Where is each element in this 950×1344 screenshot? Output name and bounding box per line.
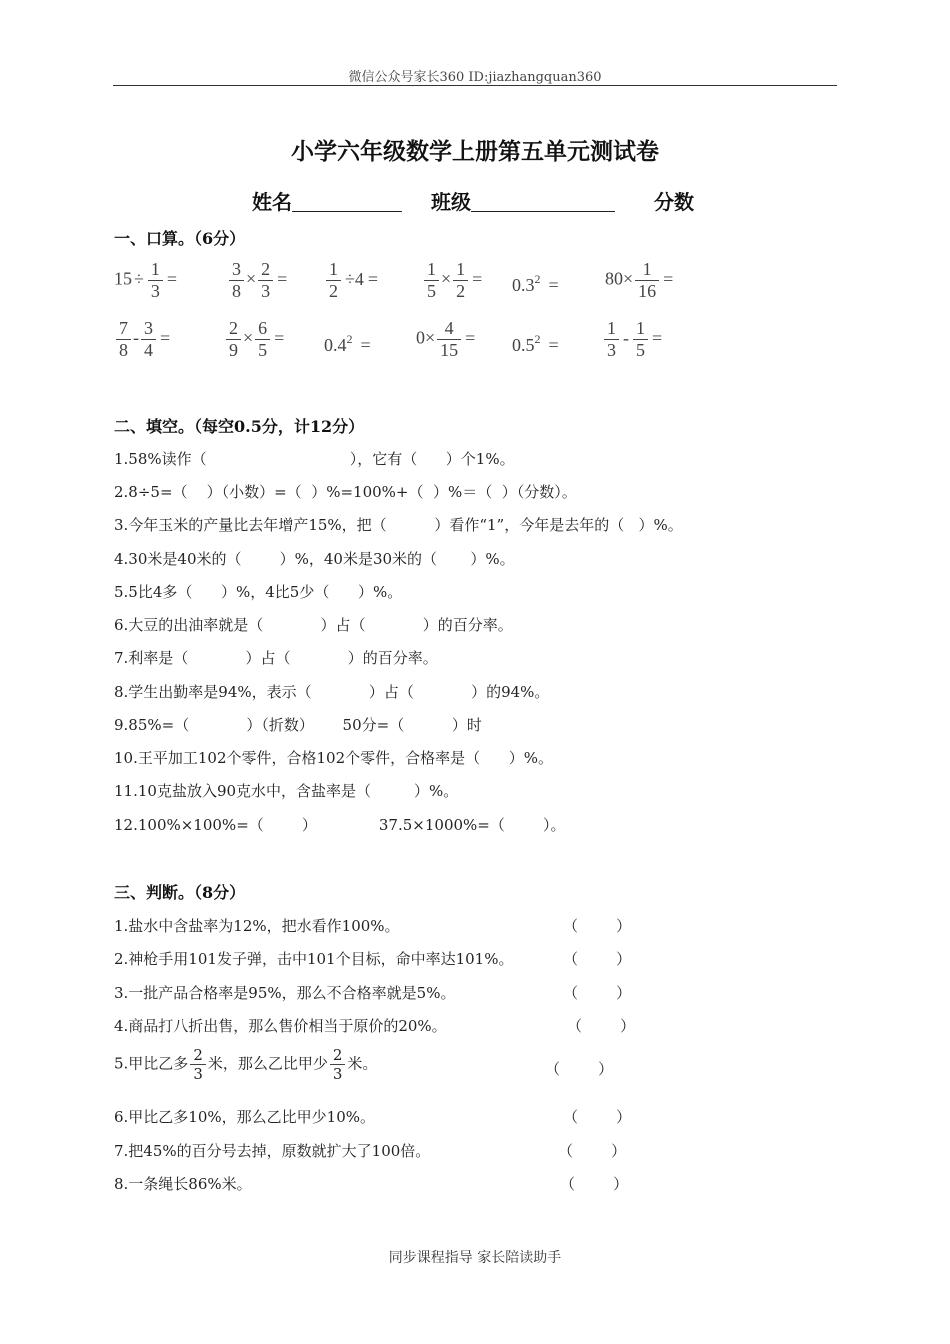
- oral-calc-8: $\frac{2}{9}$ × $\frac{6}{5}$ =: [224, 318, 286, 361]
- class-field[interactable]: [431, 186, 615, 215]
- judge-answer-7[interactable]: （ ）: [558, 1142, 627, 1160]
- judge-item-8: 8.一条绳长86%米。: [114, 1175, 252, 1193]
- judge-item-2: 2.神枪手用101发子弹，击中101个目标，命中率达101%。: [114, 950, 514, 968]
- name-label: 姓名: [252, 190, 292, 214]
- page-title: 小学六年级数学上册第五单元测试卷: [291, 138, 659, 165]
- judge-answer-1[interactable]: （ ）: [563, 917, 632, 935]
- class-label: 班级: [431, 190, 471, 214]
- oral-calc-11: $0.5^2$ =: [512, 332, 559, 355]
- fill-item-4: 4.30米是40米的（ ）%，40米是30米的（ ）%。: [114, 550, 515, 568]
- name-field[interactable]: [252, 186, 402, 215]
- fill-item-10: 10.王平加工102个零件，合格102个零件，合格率是（ ）%。: [114, 749, 553, 767]
- judge-answer-4[interactable]: （ ）: [567, 1017, 636, 1035]
- footer-text: 同步课程指导 家长陪读助手: [388, 1250, 562, 1266]
- judge-answer-8[interactable]: （ ）: [560, 1175, 629, 1193]
- fill-item-11: 11.10克盐放入90克水中，含盐率是（ ）%。: [114, 782, 459, 800]
- fill-item-2: 2.8÷5=（ ）（小数）=（ ）%=100%+（ ）%＝（ ）（分数）。: [114, 483, 577, 501]
- judge-answer-3[interactable]: （ ）: [563, 984, 632, 1002]
- score-field: [654, 186, 694, 215]
- section2-heading: 二、填空。（每空0.5分，计12分）: [114, 417, 365, 436]
- fill-item-9: 9.85%=（ ）（折数） 50分=（ ）时: [114, 716, 482, 734]
- fill-item-6: 6.大豆的出油率就是（ ）占（ ）的百分率。: [114, 616, 513, 634]
- oral-calc-5: $0.3^2$ =: [512, 272, 559, 295]
- oral-calc-10: 0× $\frac{4}{15}$ =: [416, 318, 476, 360]
- fill-item-8: 8.学生出勤率是94%，表示（ ）占（ ）的94%。: [114, 683, 550, 701]
- oral-calc-2: $\frac{3}{8}$ × $\frac{2}{3}$ =: [227, 259, 289, 302]
- judge-answer-5[interactable]: （ ）: [545, 1060, 614, 1078]
- header-rule: [113, 85, 837, 86]
- judge-item-5: 5.甲比乙多 $\frac{2}{3}$ 米，那么乙比甲少 $\frac{2}{3}$ 米。: [114, 1046, 378, 1083]
- judge-item-6: 6.甲比乙多10%，那么乙比甲少10%。: [114, 1108, 375, 1126]
- judge-item-3: 3.一批产品合格率是95%，那么不合格率就是5%。: [114, 984, 456, 1002]
- judge-item-1: 1.盐水中含盐率为12%，把水看作100%。: [114, 917, 400, 935]
- oral-calc-4: $\frac{1}{5}$ × $\frac{1}{2}$ =: [422, 259, 484, 302]
- class-blank[interactable]: [471, 191, 615, 212]
- judge-item-4: 4.商品打八折出售，那么售价相当于原价的20%。: [114, 1017, 447, 1035]
- oral-calc-1: 15 ÷ $\frac{1}{3}$ =: [114, 259, 178, 301]
- header-watermark: 微信公众号家长360 ID:jiazhangquan360: [348, 70, 602, 85]
- fill-item-7: 7.利率是（ ）占（ ）的百分率。: [114, 649, 438, 667]
- oral-calc-3: $\frac{1}{2}$ ÷4 =: [324, 259, 380, 302]
- judge-answer-2[interactable]: （ ）: [563, 950, 632, 968]
- fill-item-1: 1.58%读作（ ），它有（ ）个1%。: [114, 450, 515, 468]
- judge-answer-6[interactable]: （ ）: [563, 1108, 632, 1126]
- fill-item-3: 3.今年玉米的产量比去年增产15%，把（ ）看作“1”，今年是去年的（ ）%。: [114, 516, 683, 534]
- section3-heading: 三、判断。（8分）: [114, 883, 246, 902]
- oral-calc-12: $\frac{1}{3}$ - $\frac{1}{5}$ =: [602, 318, 664, 361]
- fill-item-5: 5.5比4多（ ）%，4比5少（ ）%。: [114, 583, 403, 601]
- judge-item-7: 7.把45%的百分号去掉，原数就扩大了100倍。: [114, 1142, 431, 1160]
- name-blank[interactable]: [292, 191, 402, 212]
- score-label: 分数: [654, 190, 694, 214]
- fill-item-12: 12.100%×100%=（ ） 37.5×1000%=（ ）。: [114, 816, 566, 834]
- section1-heading: 一、口算。（6分）: [114, 229, 246, 248]
- oral-calc-9: $0.4^2$ =: [324, 332, 371, 355]
- oral-calc-7: $\frac{7}{8}$ - $\frac{3}{4}$ =: [114, 318, 172, 361]
- oral-calc-6: 80× $\frac{1}{16}$ =: [605, 259, 674, 301]
